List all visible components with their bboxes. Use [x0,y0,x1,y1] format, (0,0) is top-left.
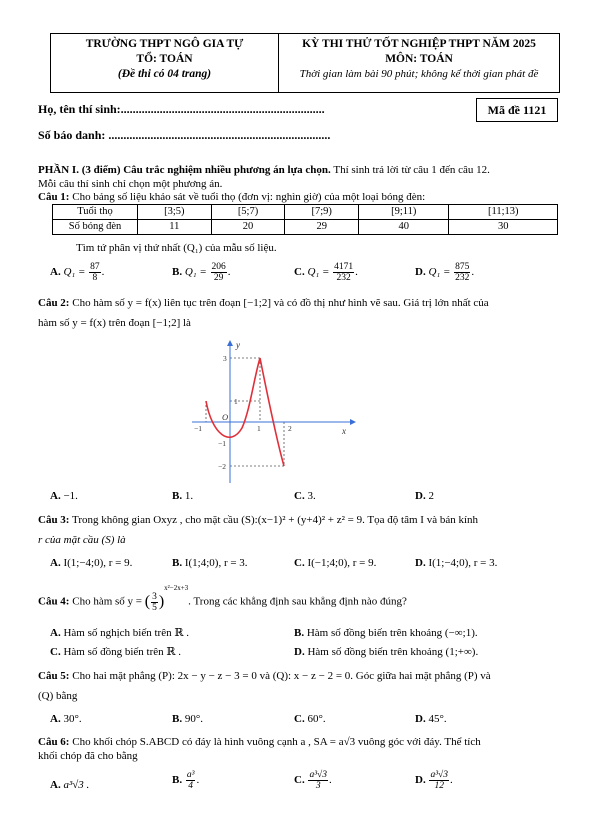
paren: ) [158,593,165,611]
table-cell: [5;7) [211,205,285,220]
option-letter: C. [294,266,305,279]
q3-text: Trong không gian Oxyz , cho mặt cầu (S):(x−1)² + (y+4)² + z² = 9. Tọa độ tâm I và bán kính [69,514,479,526]
table-header-cell: Số bóng đèn [53,220,138,235]
y-axis-label: y [236,340,240,350]
table-cell: 30 [449,220,558,235]
option-fraction: $\frac{\text{a³}}{4}$ [186,770,195,791]
table-row [53,205,558,220]
option-lhs: Q₁ = [184,266,207,279]
q3-option-b[interactable]: B. I(1;4;0), r = 3. [172,557,248,569]
q6-stem-line2: khối chóp đã cho bằng [38,750,138,762]
q4-text-a: Cho hàm số y = [69,595,142,608]
q2-option-c[interactable]: C. 3. [294,490,316,502]
q1-stem [38,190,425,204]
y-tick-label: −2 [218,462,226,471]
function-curve [206,358,284,466]
table-cell: [11;13) [449,205,558,220]
option-lhs: Q₁ = [428,266,451,279]
part1-title: PHẦN I. (3 điểm) Câu trắc nghiệm nhiều phương án lựa chọn. [38,164,331,176]
exam-info [279,34,559,92]
q1-option-d[interactable]: D. Q₁ = $\frac{875}{232}$ . [415,262,475,283]
part1-instruction-1: Thí sinh trả lời từ câu 1 đến câu 12. [330,164,490,176]
q4-text-b: . Trong các khẳng định sau khẳng định nào đúng? [188,595,407,608]
q4-base-fraction: $\frac{3}{5}$ [152,591,157,613]
school-info [51,34,279,92]
option-letter: B. [172,266,183,279]
pages-note: (Đề thi có 04 trang) [117,68,212,80]
q3-option-c[interactable]: C. I(−1;4;0), r = 9. [294,557,377,569]
q5-text: Cho hai mặt phẳng (P): 2x − y − z − 3 = 0 và (Q): x − z − 2 = 0. Góc giữa hai mặt phẳng (P) và [69,670,491,682]
guide-lines [206,358,284,466]
q3-stem-line2: r của mặt cầu (S) là [38,534,126,546]
department: TỔ: TOÁN [136,53,193,65]
y-tick-label: 3 [223,354,227,363]
time-note: Thời gian làm bài 90 phút; không kể thời gian phát đề [299,68,539,80]
option-lhs: Q₁ = [63,266,86,279]
q2-text: Cho hàm số y = f(x) liên tục trên đoạn [−1;2] và có đồ thị như hình vẽ sau. Giá trị lớn nhất của [69,297,489,309]
option-lhs: Q₁ = [307,266,330,279]
exam-header [50,33,560,93]
option-fraction: $\frac{4171}{232}$ [334,262,354,283]
table-cell: 20 [211,220,285,235]
q2-label: Câu 2: [38,297,70,309]
origin-label: O [222,412,229,422]
q1-question: Tìm tứ phân vị thứ nhất (Q₁) của mẫu số liệu. [76,242,277,254]
student-id-line: Số báo danh: .......................................................................... [38,128,331,142]
student-name-line: Họ, tên thí sinh:.................................................................... [38,102,325,116]
table-cell: 29 [285,220,359,235]
q4-option-b[interactable]: B. Hàm số đồng biến trên khoảng (−∞;1). [294,627,478,639]
q6-label: Câu 6: [38,736,70,748]
table-cell: 40 [359,220,449,235]
q6-option-c[interactable]: C. $\frac{\text{a³√3}}{3}$ . [294,770,332,791]
y-tick-label: 1 [234,397,238,406]
q6-stem-line1 [38,735,481,749]
y-tick-label: −1 [218,439,226,448]
q1-text: Cho bảng số liệu khảo sát về tuổi thọ (đơn vị: nghìn giờ) của một loại bóng đèn: [69,191,426,203]
option-fraction: $\frac{\text{a³√3}}{3}$ [309,770,328,791]
q2-stem-line1 [38,296,489,310]
q6-option-d[interactable]: D. $\frac{\text{a³√3}}{12}$ . [415,770,453,791]
table-header-cell: Tuổi thọ [53,205,138,220]
table-row [53,220,558,235]
lifetime-table [52,204,558,235]
function-graph [190,338,360,486]
table-cell: [7;9) [285,205,359,220]
exam-title: KỲ THI THỬ TỐT NGHIỆP THPT NĂM 2025 [302,38,536,50]
q1-option-a[interactable]: A. Q₁ = $\frac{87}{8}$ . [50,262,105,283]
q3-option-a[interactable]: A. I(1;−4;0), r = 9. [50,557,133,569]
q5-option-d[interactable]: D. 45°. [415,713,447,725]
table-cell: [3;5) [138,205,212,220]
q2-option-a[interactable]: A. −1. [50,490,78,502]
q3-stem-line1 [38,513,478,527]
school-name: TRƯỜNG THPT NGÔ GIA TỰ [85,38,244,50]
exam-code: Mã đề 1121 [476,98,558,122]
q5-option-a[interactable]: A. 30°. [50,713,82,725]
x-tick-label: 2 [288,424,292,433]
q2-option-d[interactable]: D. 2 [415,490,434,502]
option-fraction: $\frac{206}{29}$ [211,262,226,283]
option-fraction: $\frac{875}{232}$ [455,262,470,283]
q5-option-c[interactable]: C. 60°. [294,713,326,725]
q5-option-b[interactable]: B. 90°. [172,713,203,725]
x-tick-label: −1 [194,424,202,433]
part1-line1 [38,163,490,177]
q5-stem-line2: (Q) bằng [38,690,78,702]
q2-option-b[interactable]: B. 1. [172,490,194,502]
subject: MÔN: TOÁN [385,53,453,65]
q5-label: Câu 5: [38,670,70,682]
x-tick-label: 1 [257,424,261,433]
table-cell: 11 [138,220,212,235]
option-letter: A. [50,266,61,279]
q6-text: Cho khối chóp S.ABCD có đáy là hình vuông cạnh a , SA = a√3 vuông góc với đáy. Thể tích [69,736,481,748]
part1-instruction-2: Mỗi câu thí sinh chỉ chọn một phương án. [38,178,223,190]
option-fraction: $\frac{\text{a³√3}}{12}$ [430,770,449,791]
q1-option-b[interactable]: B. Q₁ = $\frac{206}{29}$ . [172,262,231,283]
q4-option-d[interactable]: D. Hàm số đồng biến trên khoảng (1;+∞). [294,646,479,658]
q5-stem-line1 [38,669,491,683]
q4-option-c[interactable]: C. Hàm số đồng biến trên ℝ . [50,646,182,658]
x-axis-label: x [342,426,346,436]
q3-option-d[interactable]: D. I(1;−4;0), r = 3. [415,557,498,569]
q3-label: Câu 3: [38,514,70,526]
q1-option-c[interactable]: C. Q₁ = $\frac{4171}{232}$ . [294,262,358,283]
option-fraction: $\frac{87}{8}$ [90,262,100,283]
q4-label: Câu 4: [38,595,70,608]
option-letter: D. [415,266,426,279]
q6-option-b[interactable]: B. $\frac{\text{a³}}{4}$ . [172,770,200,791]
table-cell: [9;11) [359,205,449,220]
q4-exponent: x²−2x+3 [164,584,189,592]
q1-label: Câu 1: [38,191,70,203]
q4-stem [38,584,407,613]
q2-stem-line2: hàm số y = f(x) trên đoạn [−1;2] là [38,317,191,329]
q6-option-a[interactable]: A. a³√3 . [50,779,90,791]
q4-option-a[interactable]: A. Hàm số nghịch biến trên ℝ . [50,627,189,639]
paren: ( [144,593,151,611]
